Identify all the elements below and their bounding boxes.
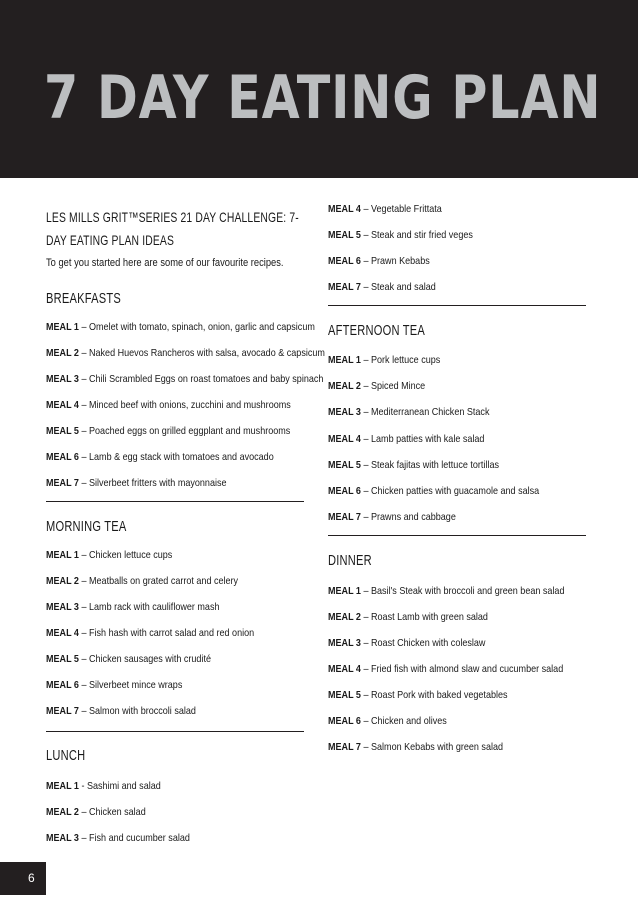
meal-item bbox=[328, 740, 503, 754]
meal-label: MEAL 3 bbox=[328, 406, 361, 418]
meal-item bbox=[328, 228, 473, 242]
meal-text: – Spiced Mince bbox=[360, 380, 426, 392]
meal-label: MEAL 4 bbox=[46, 627, 79, 639]
meal-text: – Chicken sausages with crudité bbox=[78, 653, 211, 665]
meal-label: MEAL 6 bbox=[46, 451, 79, 463]
meal-item bbox=[328, 688, 508, 702]
meal-text: – Vegetable Frittata bbox=[360, 203, 442, 215]
meal-item bbox=[328, 458, 499, 472]
meal-label: MEAL 7 bbox=[46, 705, 79, 717]
intro-text: To get you started here are some of our favourite recipes. bbox=[46, 257, 284, 269]
meal-item bbox=[328, 280, 436, 294]
meal-label: MEAL 4 bbox=[328, 663, 361, 675]
meal-item bbox=[328, 662, 563, 676]
meal-text: – Fish hash with carrot salad and red onion bbox=[78, 627, 255, 639]
intro-heading: LES MILLS GRIT™SERIES 21 DAY CHALLENGE: 7-DAY EATING PLAN IDEAS bbox=[46, 209, 299, 248]
section-heading-lunch: LUNCH bbox=[46, 747, 86, 764]
meal-label: MEAL 6 bbox=[46, 679, 79, 691]
meal-label: MEAL 6 bbox=[328, 485, 361, 497]
meal-item bbox=[328, 484, 539, 498]
meal-label: MEAL 5 bbox=[328, 229, 361, 241]
meal-label: MEAL 2 bbox=[46, 575, 79, 587]
meal-text: – Meatballs on grated carrot and celery bbox=[78, 575, 239, 587]
meal-item bbox=[46, 476, 227, 490]
meal-text: – Steak and salad bbox=[360, 281, 436, 293]
meal-item bbox=[46, 574, 238, 588]
meal-item bbox=[328, 714, 447, 728]
meal-label: MEAL 2 bbox=[46, 806, 79, 818]
section-heading-breakfasts: BREAKFASTS bbox=[46, 290, 122, 307]
meal-text: – Basil's Steak with broccoli and green bean salad bbox=[360, 585, 565, 597]
meal-item bbox=[328, 610, 488, 624]
meal-text: – Lamb patties with kale salad bbox=[360, 433, 485, 445]
meal-text: – Steak and stir fried veges bbox=[360, 229, 473, 241]
meal-item bbox=[46, 346, 325, 360]
meal-item bbox=[328, 405, 489, 419]
section-heading-afternoon-tea: AFTERNOON TEA bbox=[328, 322, 426, 339]
meal-item bbox=[46, 548, 172, 562]
meal-text: – Mediterranean Chicken Stack bbox=[360, 406, 490, 418]
meal-text: - Sashimi and salad bbox=[78, 780, 161, 792]
meal-item bbox=[46, 678, 182, 692]
meal-text: – Roast Pork with baked vegetables bbox=[360, 689, 508, 701]
meal-label: MEAL 3 bbox=[46, 601, 79, 613]
meal-text: – Chili Scrambled Eggs on roast tomatoes and baby spinach bbox=[78, 373, 324, 385]
meal-item bbox=[328, 510, 456, 524]
meal-text: – Prawns and cabbage bbox=[360, 511, 456, 523]
section-divider bbox=[328, 305, 586, 306]
meal-text: – Minced beef with onions, zucchini and mushrooms bbox=[78, 399, 291, 411]
meal-label: MEAL 5 bbox=[46, 653, 79, 665]
meal-label: MEAL 2 bbox=[46, 347, 79, 359]
meal-label: MEAL 7 bbox=[328, 511, 361, 523]
meal-text: – Poached eggs on grilled eggplant and mushrooms bbox=[78, 425, 291, 437]
page-title: 7 DAY EATING PLAN bbox=[44, 63, 602, 133]
meal-item bbox=[46, 626, 254, 640]
meal-item bbox=[46, 704, 196, 718]
meal-text: – Omelet with tomato, spinach, onion, garlic and capsicum bbox=[78, 321, 315, 333]
meal-label: MEAL 7 bbox=[46, 477, 79, 489]
page-number: 6 bbox=[28, 871, 35, 885]
meal-item bbox=[46, 652, 211, 666]
meal-label: MEAL 1 bbox=[46, 549, 79, 561]
meal-item bbox=[46, 600, 219, 614]
meal-item bbox=[46, 805, 146, 819]
section-divider bbox=[46, 731, 304, 732]
meal-text: – Salmon Kebabs with green salad bbox=[360, 741, 504, 753]
meal-item bbox=[46, 398, 291, 412]
meal-item bbox=[46, 424, 290, 438]
meal-label: MEAL 5 bbox=[328, 459, 361, 471]
meal-text: – Silverbeet fritters with mayonnaise bbox=[78, 477, 227, 489]
meal-text: – Steak fajitas with lettuce tortillas bbox=[360, 459, 499, 471]
meal-label: MEAL 4 bbox=[328, 203, 361, 215]
meal-text: – Lamb & egg stack with tomatoes and avocado bbox=[78, 451, 274, 463]
meal-text: – Naked Huevos Rancheros with salsa, avocado & capsicum bbox=[78, 347, 325, 359]
meal-label: MEAL 3 bbox=[328, 637, 361, 649]
section-heading-dinner: DINNER bbox=[328, 552, 372, 569]
meal-text: – Chicken salad bbox=[78, 806, 146, 818]
section-heading-morning-tea: MORNING TEA bbox=[46, 518, 127, 535]
meal-text: – Chicken patties with guacamole and salsa bbox=[360, 485, 540, 497]
meal-label: MEAL 7 bbox=[328, 741, 361, 753]
meal-text: – Fried fish with almond slaw and cucumber salad bbox=[360, 663, 564, 675]
meal-label: MEAL 6 bbox=[328, 255, 361, 267]
page-header bbox=[0, 0, 638, 178]
meal-item bbox=[328, 353, 440, 367]
meal-item bbox=[328, 202, 442, 216]
meal-item bbox=[46, 450, 274, 464]
meal-label: MEAL 1 bbox=[328, 585, 361, 597]
meal-text: – Fish and cucumber salad bbox=[78, 832, 190, 844]
meal-label: MEAL 5 bbox=[328, 689, 361, 701]
meal-label: MEAL 4 bbox=[46, 399, 79, 411]
meal-label: MEAL 4 bbox=[328, 433, 361, 445]
meal-label: MEAL 1 bbox=[46, 321, 79, 333]
meal-text: – Salmon with broccoli salad bbox=[78, 705, 196, 717]
meal-text: – Lamb rack with cauliflower mash bbox=[78, 601, 220, 613]
meal-item bbox=[46, 831, 190, 845]
meal-item bbox=[46, 372, 323, 386]
meal-label: MEAL 5 bbox=[46, 425, 79, 437]
meal-text: – Roast Chicken with coleslaw bbox=[360, 637, 486, 649]
meal-item bbox=[328, 432, 484, 446]
meal-item bbox=[328, 584, 564, 598]
meal-text: – Chicken and olives bbox=[360, 715, 447, 727]
page-number-tab bbox=[0, 862, 46, 895]
meal-label: MEAL 3 bbox=[46, 373, 79, 385]
meal-item bbox=[46, 779, 161, 793]
meal-text: – Chicken lettuce cups bbox=[78, 549, 173, 561]
meal-item bbox=[328, 254, 430, 268]
meal-text: – Pork lettuce cups bbox=[360, 354, 441, 366]
meal-label: MEAL 6 bbox=[328, 715, 361, 727]
meal-label: MEAL 3 bbox=[46, 832, 79, 844]
meal-label: MEAL 2 bbox=[328, 611, 361, 623]
meal-label: MEAL 1 bbox=[328, 354, 361, 366]
meal-item bbox=[328, 379, 425, 393]
meal-text: – Prawn Kebabs bbox=[360, 255, 430, 267]
meal-label: MEAL 7 bbox=[328, 281, 361, 293]
meal-item bbox=[46, 320, 315, 334]
meal-text: – Roast Lamb with green salad bbox=[360, 611, 488, 623]
section-divider bbox=[328, 535, 586, 536]
meal-label: MEAL 2 bbox=[328, 380, 361, 392]
section-divider bbox=[46, 501, 304, 502]
meal-label: MEAL 1 bbox=[46, 780, 79, 792]
meal-text: – Silverbeet mince wraps bbox=[78, 679, 183, 691]
meal-item bbox=[328, 636, 485, 650]
